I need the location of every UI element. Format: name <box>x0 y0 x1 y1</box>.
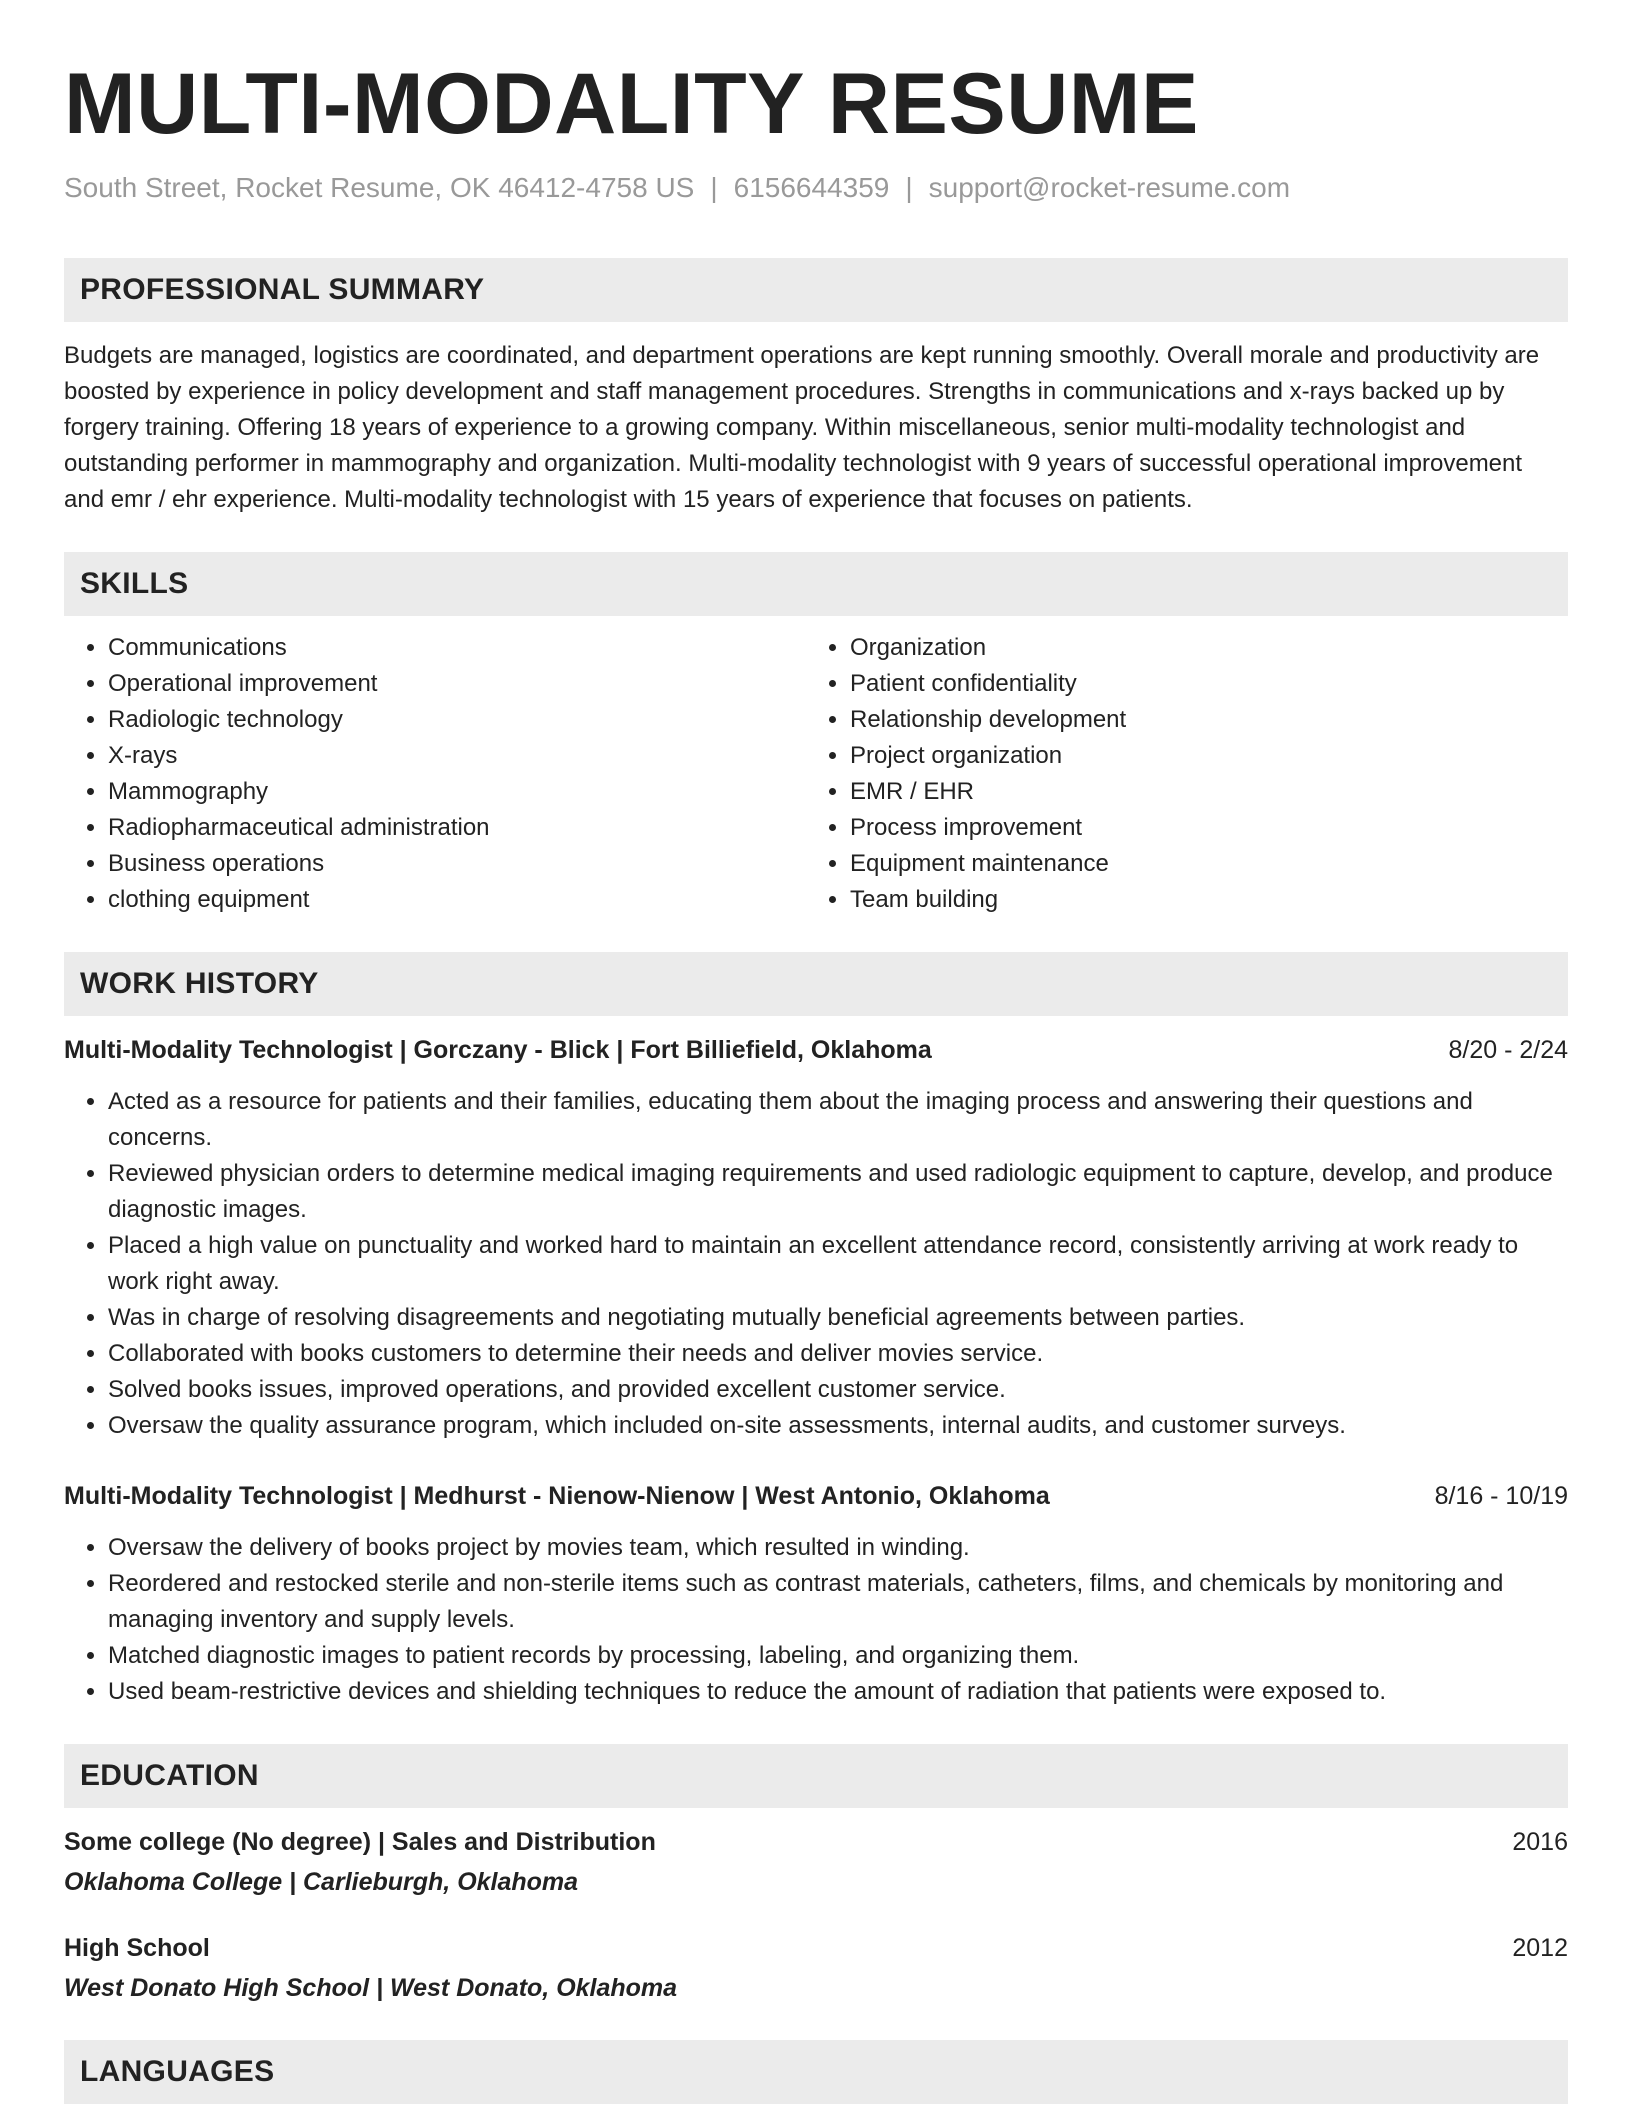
job-bullets <box>64 1084 1568 1444</box>
job-bullet: • Solved books issues, improved operations, and provided excellent customer service. <box>108 1372 1568 1408</box>
skill-item: • clothing equipment <box>108 882 806 918</box>
skill-item: • Relationship development <box>850 702 1548 738</box>
job-bullet: • Reviewed physician orders to determine medical imaging requirements and used radiologic equipment to capture, develop, and produce diagnostic images. <box>108 1156 1568 1228</box>
job-bullet: • Placed a high value on punctuality and worked hard to maintain an excellent attendance record, consistently arriving at work ready to work right away. <box>108 1228 1568 1300</box>
job-entry <box>64 1478 1568 1710</box>
education-year: 2012 <box>1512 1934 1568 1962</box>
job-header <box>64 1478 1568 1514</box>
job-dates: 8/16 - 10/19 <box>1434 1482 1568 1510</box>
skill-item: • Radiologic technology <box>108 702 806 738</box>
section-heading-summary: PROFESSIONAL SUMMARY <box>64 258 1568 322</box>
skills-list <box>64 630 1568 918</box>
job-bullet: • Oversaw the delivery of books project by movies team, which resulted in winding. <box>108 1530 1568 1566</box>
phone: 6156644359 <box>733 172 890 203</box>
section-heading-skills: SKILLS <box>64 552 1568 616</box>
job-bullets <box>64 1530 1568 1710</box>
skill-item: • Project organization <box>850 738 1548 774</box>
education-school: West Donato High School | West Donato, Oklahoma <box>64 1974 678 2002</box>
skill-item: • Radiopharmaceutical administration <box>108 810 806 846</box>
address: South Street, Rocket Resume, OK 46412-4758 US <box>64 172 695 203</box>
education-degree: Some college (No degree) | Sales and Distribution <box>64 1828 656 1856</box>
summary-text: Budgets are managed, logistics are coordinated, and department operations are kept running smoothly. Overall morale and productivity are boosted by experience in policy development and staff management procedures. Strengths in communications and x-rays backed up by forgery training. Offering 18 years of experience to a growing company. Within miscellaneous, senior multi-modality technologist and outstanding performer in mammography and organization. Multi-modality technologist with 9 years of successful operational improvement and emr / ehr experience. Multi-modality technologist with 15 years of experience that focuses on patients. <box>64 342 1540 513</box>
education-school: Oklahoma College | Carlieburgh, Oklahoma <box>64 1868 579 1896</box>
education-year: 2016 <box>1512 1828 1568 1856</box>
education-entry <box>64 1824 1568 1900</box>
section-heading-education: EDUCATION <box>64 1744 1568 1808</box>
job-title: Multi-Modality Technologist | Gorczany - Blick | Fort Billiefield, Oklahoma <box>64 1036 932 1064</box>
contact-separator: | <box>710 172 718 203</box>
job-bullet: • Acted as a resource for patients and their families, educating them about the imaging process and answering their questions and concerns. <box>108 1084 1568 1156</box>
skill-item: • Operational improvement <box>108 666 806 702</box>
skill-item: • X-rays <box>108 738 806 774</box>
skills-column-left <box>64 630 806 918</box>
email: support@rocket-resume.com <box>928 172 1291 203</box>
job-bullet: • Collaborated with books customers to determine their needs and deliver movies service. <box>108 1336 1568 1372</box>
job-title: Multi-Modality Technologist | Medhurst - Nienow-Nienow | West Antonio, Oklahoma <box>64 1482 1050 1510</box>
job-dates: 8/20 - 2/24 <box>1448 1036 1568 1064</box>
job-bullet: • Matched diagnostic images to patient records by processing, labeling, and organizing them. <box>108 1638 1568 1674</box>
skill-item: • EMR / EHR <box>850 774 1548 810</box>
education-degree: High School <box>64 1934 210 1962</box>
job-bullet: • Used beam-restrictive devices and shielding techniques to reduce the amount of radiation that patients were exposed to. <box>108 1674 1568 1710</box>
job-header <box>64 1032 1568 1068</box>
skill-item: • Patient confidentiality <box>850 666 1548 702</box>
job-bullet: • Oversaw the quality assurance program, which included on-site assessments, internal audits, and customer surveys. <box>108 1408 1568 1444</box>
education-entry <box>64 1930 1568 2006</box>
skill-item: • Mammography <box>108 774 806 810</box>
contact-separator: | <box>905 172 913 203</box>
skill-item: • Team building <box>850 882 1548 918</box>
education-header <box>64 1824 1568 1860</box>
education-header <box>64 1930 1568 1966</box>
job-bullet: • Reordered and restocked sterile and non-sterile items such as contrast materials, catheters, films, and chemicals by monitoring and managing inventory and supply levels. <box>108 1566 1568 1638</box>
skill-item: • Business operations <box>108 846 806 882</box>
contact-line <box>64 170 1568 206</box>
job-entry <box>64 1032 1568 1444</box>
section-heading-work-history: WORK HISTORY <box>64 952 1568 1016</box>
skill-item: • Organization <box>850 630 1548 666</box>
skill-item: • Communications <box>108 630 806 666</box>
skill-item: • Process improvement <box>850 810 1548 846</box>
skills-column-right <box>806 630 1548 918</box>
skill-item: • Equipment maintenance <box>850 846 1548 882</box>
resume-title: MULTI-MODALITY RESUME <box>64 56 1199 152</box>
section-heading-languages: LANGUAGES <box>64 2040 1568 2104</box>
job-bullet: • Was in charge of resolving disagreements and negotiating mutually beneficial agreements between parties. <box>108 1300 1568 1336</box>
